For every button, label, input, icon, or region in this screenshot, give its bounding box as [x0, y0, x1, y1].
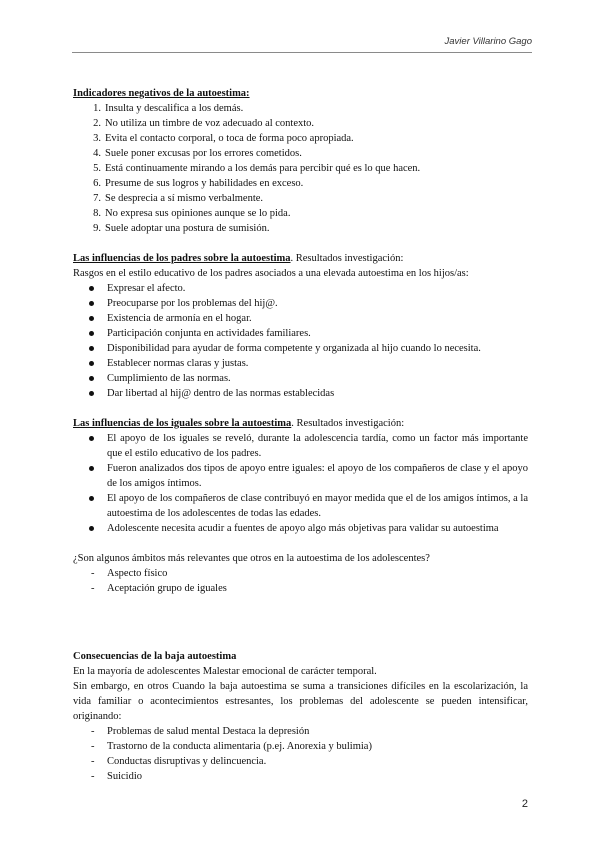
section-parents-heading: Las influencias de los padres sobre la autoestima. Resultados investigación: — [73, 253, 404, 264]
list-item: 3. Evita el contacto corporal, o toca de forma poco apropiada. — [93, 133, 354, 144]
list-item: 5. Está continuamente mirando a los demás para percibir qué es lo que hacen. — [93, 163, 421, 174]
relevant-domains-question: ¿Son algunos ámbitos más relevantes que otros en la autoestima de los adolescentes? — [73, 553, 430, 564]
section-low-self-esteem-heading: Consecuencias de la baja autoestima — [73, 651, 237, 662]
page-content — [73, 86, 528, 784]
list-item: 8. No expresa sus opiniones aunque se lo pida. — [93, 208, 291, 219]
list-item: Adolescente necesita acudir a fuentes de apoyo algo más objetivas para validar su autoestima — [73, 521, 528, 536]
list-item: - Conductas disruptivas y delincuencia. — [73, 754, 528, 769]
list-item: - Suicidio — [73, 769, 528, 784]
section-peers-heading: Las influencias de los iguales sobre la autoestima. Resultados investigación: — [73, 418, 405, 429]
relevant-domains-list — [73, 566, 528, 596]
list-item: - Trastorno de la conducta alimentaria (p.ej. Anorexia y bulimia) — [73, 739, 528, 754]
list-item: - Aceptación grupo de iguales — [73, 581, 528, 596]
peers-findings-list — [73, 431, 528, 536]
list-item: Preocuparse por los problemas del hij@. — [73, 296, 528, 311]
consequences-line-1: En la mayoría de adolescentes Malestar emocional de carácter temporal. — [73, 666, 377, 677]
list-item: Expresar el afecto. — [73, 281, 528, 296]
list-item: El apoyo de los compañeros de clase contribuyó en mayor medida que el de los amigos íntimos, a la autoestima de los adolescentes de todas las edades. — [73, 491, 528, 521]
list-item: Establecer normas claras y justas. — [73, 356, 528, 371]
author-name: Javier Villarino Gago — [444, 36, 532, 47]
negative-indicators-list — [73, 101, 528, 236]
section-negative-indicators-heading: Indicadores negativos de la autoestima: — [73, 88, 250, 99]
list-item: Participación conjunta en actividades familiares. — [73, 326, 528, 341]
consequences-line-2: Sin embargo, en otros Cuando la baja autoestima se suma a transiciones difíciles en la escolarización, la vida familiar o acontecimientos estresantes, los problemas del adolescente se pueden intensificar, originando: — [73, 681, 528, 722]
parents-traits-list — [73, 281, 528, 401]
parents-intro: Rasgos en el estilo educativo de los padres asociados a una elevada autoestima en los hijos/as: — [73, 268, 469, 279]
page-number: 2 — [521, 798, 528, 810]
list-item: - Problemas de salud mental Destaca la depresión — [73, 724, 528, 739]
page-header — [72, 36, 532, 53]
list-item: 9. Suele adoptar una postura de sumisión. — [93, 223, 270, 234]
list-item: 2. No utiliza un timbre de voz adecuado al contexto. — [93, 118, 315, 129]
list-item: 4. Suele poner excusas por los errores cometidos. — [93, 148, 302, 159]
list-item: 1. Insulta y descalifica a los demás. — [93, 103, 244, 114]
consequences-list — [73, 724, 528, 784]
list-item: El apoyo de los iguales se reveló, durante la adolescencia tardía, como un factor más importante que el estilo educativo de los padres. — [73, 431, 528, 461]
list-item: 7. Se desprecia a sí mismo verbalmente. — [93, 193, 264, 204]
list-item: Dar libertad al hij@ dentro de las normas establecidas — [73, 386, 528, 401]
list-item: Cumplimiento de las normas. — [73, 371, 528, 386]
list-item: Disponibilidad para ayudar de forma competente y organizada al hijo cuando lo necesita. — [73, 341, 528, 356]
list-item: Fueron analizados dos tipos de apoyo entre iguales: el apoyo de los compañeros de clase y el apoyo de los amigos íntimos. — [73, 461, 528, 491]
list-item: - Aspecto físico — [73, 566, 528, 581]
list-item: 6. Presume de sus logros y habilidades en exceso. — [93, 178, 304, 189]
list-item: Existencia de armonía en el hogar. — [73, 311, 528, 326]
